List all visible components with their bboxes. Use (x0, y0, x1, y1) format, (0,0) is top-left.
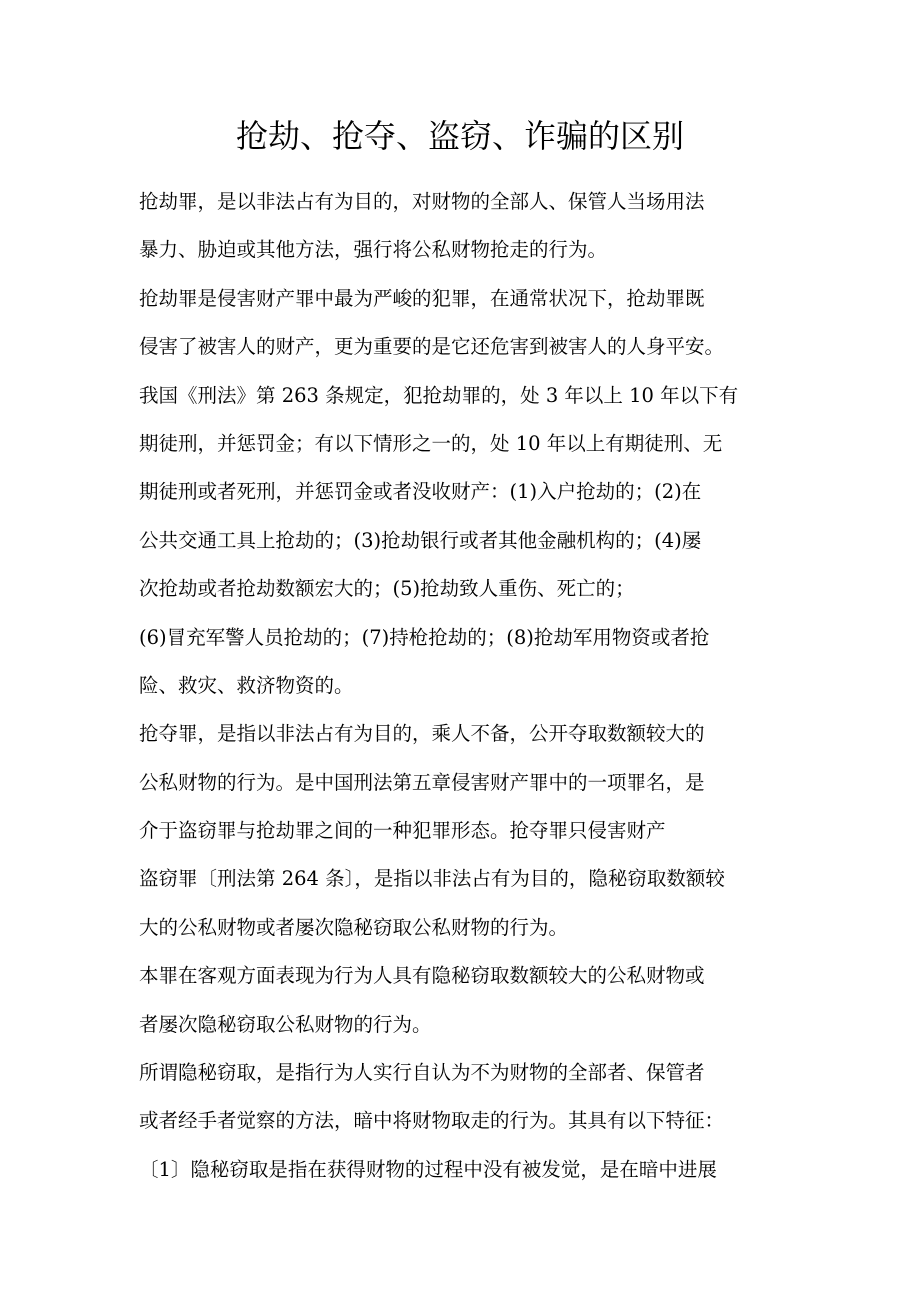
text-line: 公共交通工具上抢劫的；(3)抢劫银行或者其他金融机构的；(4)屡 (139, 528, 702, 552)
text-line: 险、救灾、救济物资的。 (139, 673, 354, 697)
text-line: 所谓隐秘窃取，是指行为人实行自认为不为财物的全部者、保管者 (139, 1061, 705, 1085)
text-line: 盗窃罪〔刑法第 264 条〕，是指以非法占有为目的，隐秘窃取数额较 (139, 867, 725, 891)
text-line: 公私财物的行为。是中国刑法第五章侵害财产罪中的一项罪名，是 (139, 770, 705, 794)
text-line: 暴力、胁迫或其他方法，强行将公私财物抢走的行为。 (139, 238, 608, 262)
text-line: 抢夺罪，是指以非法占有为目的，乘人不备，公开夺取数额较大的 (139, 722, 705, 746)
text-line: 抢劫罪是侵害财产罪中最为严峻的犯罪，在通常状况下，抢劫罪既 (139, 286, 705, 310)
text-line: 侵害了被害人的财产，更为重要的是它还危害到被害人的人身平安。 (139, 335, 725, 359)
text-line: 本罪在客观方面表现为行为人具有隐秘窃取数额较大的公私财物或 (139, 964, 705, 988)
text-line: 〔1〕隐秘窃取是指在获得财物的过程中没有被发觉，是在暗中进展 (139, 1157, 717, 1181)
text-line: 期徒刑或者死刑，并惩罚金或者没收财产：(1)入户抢劫的；(2)在 (139, 480, 702, 504)
text-line: 期徒刑，并惩罚金；有以下情形之一的，处 10 年以上有期徒刑、无 (139, 431, 723, 455)
text-line: (6)冒充军警人员抢劫的；(7)持枪抢劫的；(8)抢劫军用物资或者抢 (139, 625, 710, 649)
text-line: 或者经手者觉察的方法，暗中将财物取走的行为。其具有以下特征： (139, 1109, 725, 1133)
document-body (139, 178, 789, 1194)
document-title: 抢劫、抢夺、盗窃、诈骗的区别 (235, 117, 684, 155)
text-line: 抢劫罪，是以非法占有为目的，对财物的全部人、保管人当场用法 (139, 190, 705, 213)
text-line: 介于盗窃罪与抢劫罪之间的一种犯罪形态。抢夺罪只侵害财产 (139, 819, 666, 843)
text-line: 大的公私财物或者屡次隐秘窃取公私财物的行为。 (139, 915, 569, 939)
text-line: 我国《刑法》第 263 条规定，犯抢劫罪的，处 3 年以上 10 年以下有 (139, 383, 739, 407)
text-line: 次抢劫或者抢劫数额宏大的；(5)抢劫致人重伤、死亡的； (139, 577, 635, 601)
text-line: 者屡次隐秘窃取公私财物的行为。 (139, 1012, 432, 1036)
